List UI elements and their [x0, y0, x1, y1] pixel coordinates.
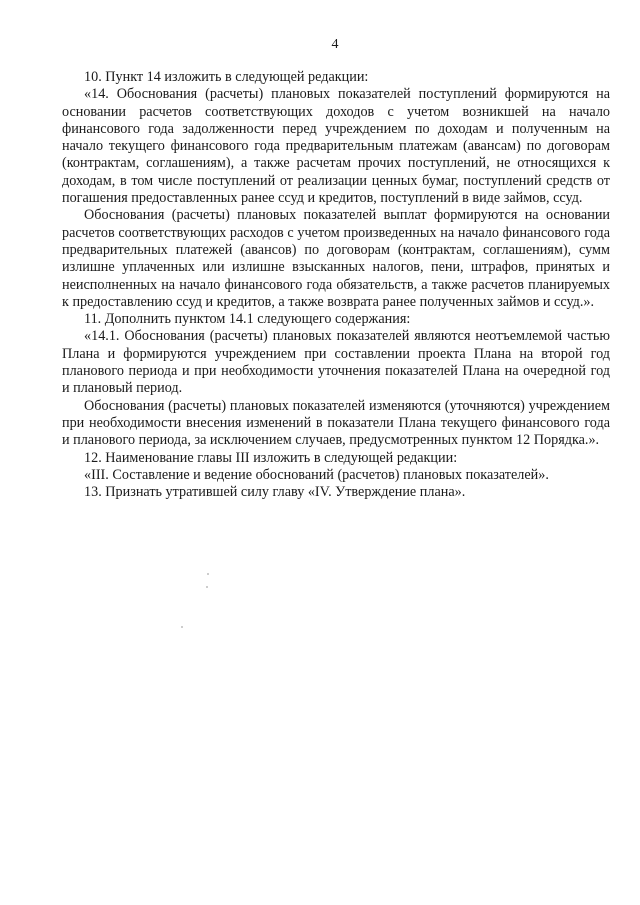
scan-artifact	[207, 573, 209, 575]
paragraph-item-10: 10. Пункт 14 изложить в следующей редакции:	[84, 69, 369, 85]
paragraph-item-14-payments: Обоснования (расчеты) плановых показателей выплат формируются на основании расчетов соответствующих расходов с учетом произведенных на начало финансового года предварительных платежей (авансов) по договорам (контрактам, соглашениям), сумм излишне уплаченных или излишне взысканных налогов, пени, штрафов, принятых и неисполненных на начало финансового года обязательств, а также расчетов планируемых к предоставлению ссуд и кредитов, а также возврата ранее полученных займов и ссуд.».	[62, 207, 610, 310]
paragraph-item-14-1-changes: Обоснования (расчеты) плановых показателей изменяются (уточняются) учреждением при необходимости внесения изменений в показатели Плана текущего финансового года и планового периода, за исключением случаев, предусмотренных пунктом 12 Порядка.».	[62, 397, 610, 449]
paragraph-chapter-iii-title: «III. Составление и ведение обоснований (расчетов) плановых показателей».	[84, 466, 549, 483]
scan-artifact	[206, 586, 208, 588]
paragraph-item-14-1: «14.1. Обоснования (расчеты) плановых показателей являются неотъемлемой частью Плана и формируются учреждением при составлении проекта Плана на второй год планового периода и при необходимости уточнения показателей Плана на очередной год и плановый период.	[62, 328, 610, 397]
scan-artifact	[181, 626, 183, 628]
paragraph-item-11: 11. Дополнить пунктом 14.1 следующего содержания:	[84, 311, 411, 328]
page-number: 4	[331, 37, 339, 52]
paragraph-item-14-receipts: «14. Обоснования (расчеты) плановых показателей поступлений формируются на основании расчетов соответствующих доходов с учетом возникшей на начало финансового года задолженности перед учреждением по доходам и полученным на начало текущего финансового года предварительным платежам (авансам) по договорам (контрактам, соглашениям), а также расчетам прочих поступлений, не относящихся к доходам, в том числе поступлений от реализации ценных бумаг, поступлений средств от погашения предоставленных ранее ссуд и кредитов, поступлений в виде займов, ссуд.	[62, 86, 610, 207]
document-body	[62, 69, 610, 501]
paragraph-item-12: 12. Наименование главы III изложить в следующей редакции:	[84, 449, 458, 466]
paragraph-item-13: 13. Признать утратившей силу главу «IV. Утверждение плана».	[84, 484, 466, 501]
